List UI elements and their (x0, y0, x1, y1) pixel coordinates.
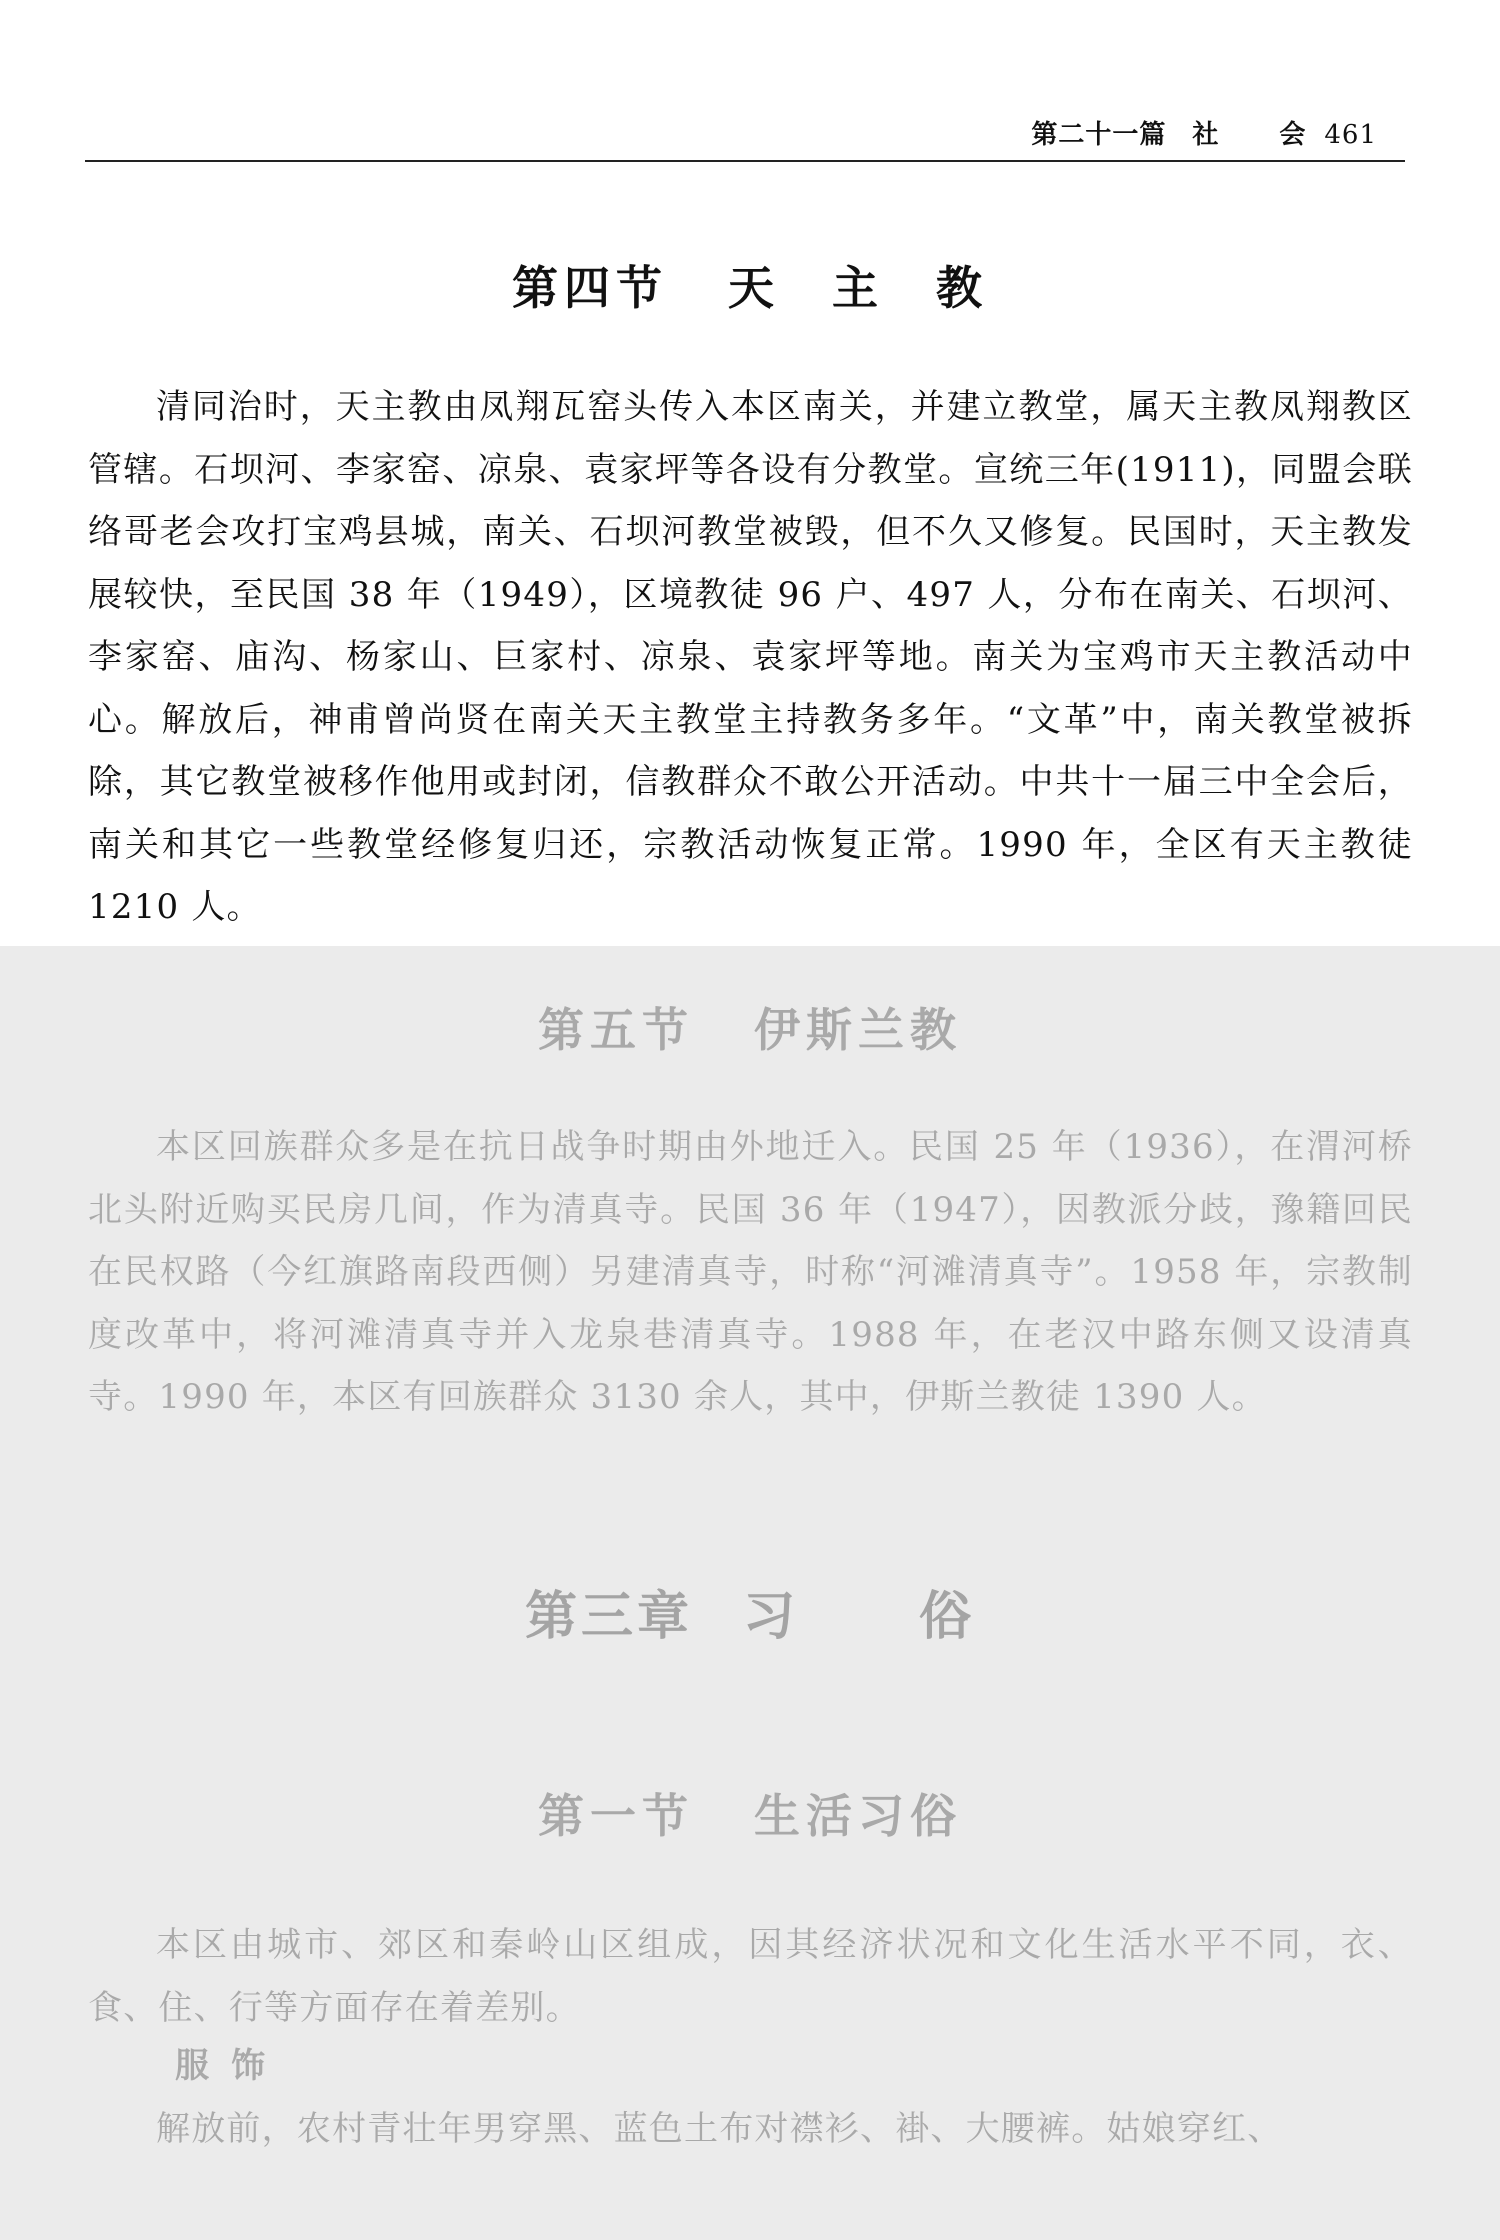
header-title-a: 社 (1192, 120, 1220, 150)
section-number: 第五节 (538, 1003, 694, 1057)
chapter-title (0, 1574, 1500, 1649)
section-title-customs (0, 1780, 1500, 1846)
page-number: 461 (1324, 120, 1377, 150)
section-number: 第四节 (512, 261, 668, 315)
section-paragraph-islam: 本区回族群众多是在抗日战争时期由外地迁入。民国 25 年（1936），在渭河桥北头附近购买民房几间，作为清真寺。民国 36 年（1947），因教派分歧，豫籍回民在民权路（今红旗路南段西侧）另建清真寺，时称“河滩清真寺”。1958 年，宗教制度改革中，将河滩清真寺并入龙泉巷清真寺。1988 年，在老汉中路东侧又设清真寺。1990 年，本区有回族群众 3130 余人，其中，伊斯兰教徒 1390 人。 (88, 1127, 1413, 1417)
section-title-islam (0, 994, 1500, 1060)
section-number: 第一节 (538, 1789, 694, 1843)
faded-region (0, 946, 1500, 2240)
chapter-title-a: 习 (742, 1587, 799, 1647)
section-name: 天 主 教 (728, 261, 988, 315)
section-paragraph-customs: 本区由城市、郊区和秦岭山区组成，因其经济状况和文化生活水平不同，衣、食、住、行等方面存在着差别。 (88, 1925, 1413, 2028)
section-name: 生活习俗 (754, 1789, 962, 1843)
header-chapter: 第二十一篇 (1031, 120, 1167, 150)
section-name: 伊斯兰教 (754, 1003, 962, 1057)
chapter-number: 第三章 (524, 1587, 693, 1647)
section-paragraph-clothing: 解放前，农村青壮年男穿黑、蓝色土布对襟衫、褂、大腰裤。姑娘穿红、 (156, 2109, 1283, 2149)
chapter-title-b: 俗 (919, 1587, 976, 1647)
section-catholicism (0, 160, 1500, 946)
section-paragraph: 清同治时，天主教由凤翔瓦窑头传入本区南关，并建立教堂，属天主教凤翔教区管辖。石坝河、李家窑、凉泉、袁家坪等各设有分教堂。宣统三年(1911)，同盟会联络哥老会攻打宝鸡县城，南关、石坝河教堂被毁，但不久又修复。民国时，天主教发展较快，至民国 38 年（1949），区境教徒 96 户、497 人，分布在南关、石坝河、李家窑、庙沟、杨家山、巨家村、凉泉、袁家坪等地。南关为宝鸡市天主教活动中心。解放后，神甫曾尚贤在南关天主教堂主持教务多年。“文革”中，南关教堂被拆除，其它教堂被移作他用或封闭，信教群众不敢公开活动。中共十一届三中全会后，南关和其它一些教堂经修复归还，宗教活动恢复正常。1990 年，全区有天主教徒 1210 人。 (88, 387, 1413, 927)
running-header (85, 108, 1405, 162)
header-text (1031, 114, 1377, 151)
section-title (0, 252, 1500, 318)
subhead-clothing: 服饰 (175, 2046, 287, 2086)
header-title-b: 会 (1279, 120, 1307, 150)
